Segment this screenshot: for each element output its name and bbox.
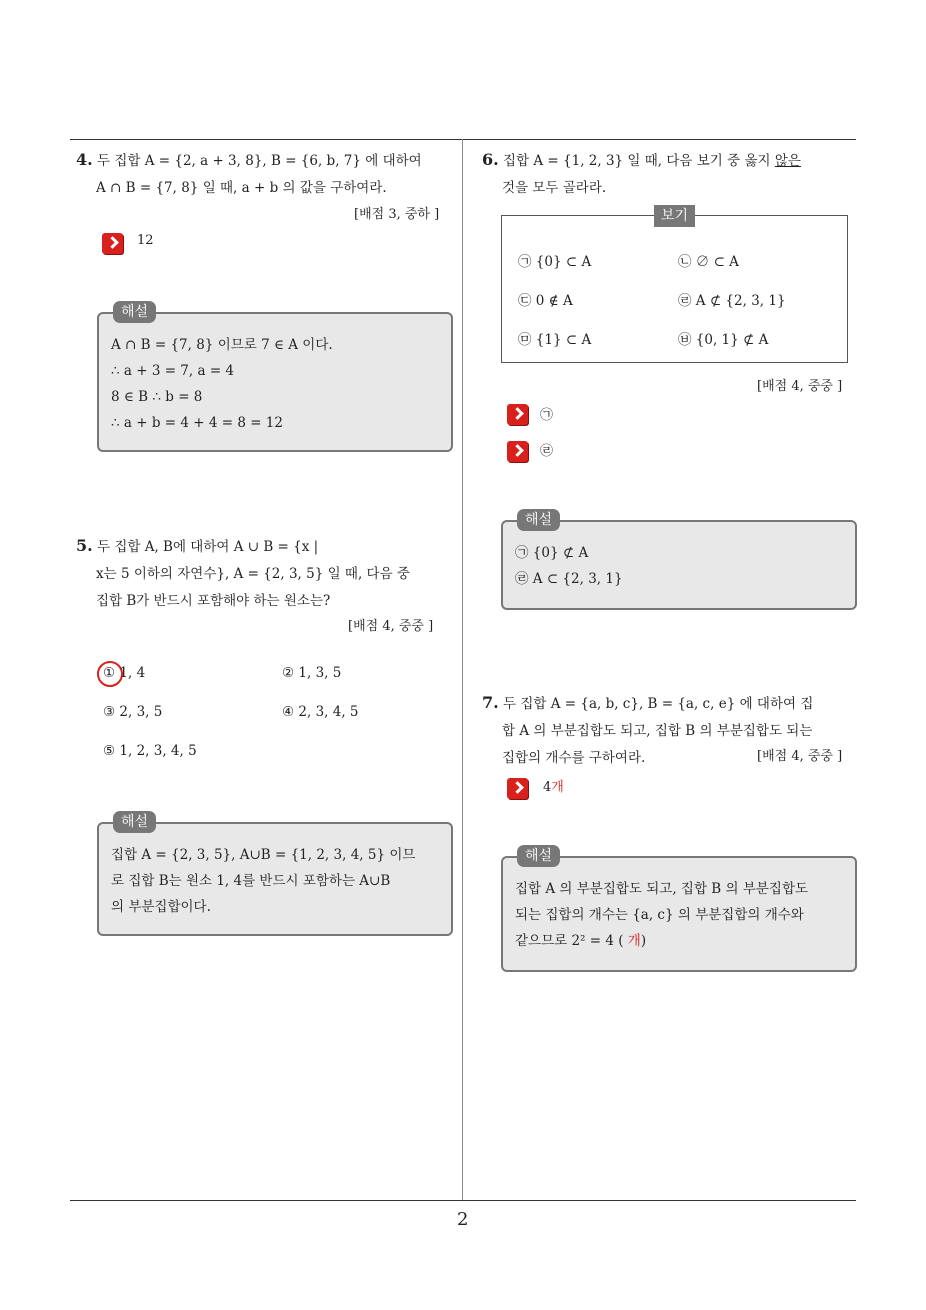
points-label: [배점 4, 중중 ] [757, 379, 843, 394]
bogi-item: ㉡ ∅ ⊂ A [678, 254, 739, 270]
explanation-line: 되는 집합의 개수는 {a, c} 의 부분집합의 개수와 [515, 907, 804, 923]
explanation-box [501, 848, 857, 972]
explanation-line: ∴ a + 3 = 7, a = 4 [111, 363, 235, 379]
answer-arrow-icon [507, 441, 528, 462]
explanation-line: ㉣ A ⊂ {2, 3, 1} [515, 571, 623, 587]
answer-arrow-icon [507, 404, 528, 425]
choice-5[interactable]: ⑤ 1, 2, 3, 4, 5 [103, 743, 197, 759]
bogi-item: ㉣ A ⊄ {2, 3, 1} [678, 293, 786, 309]
question-text-line2: A ∩ B = {7, 8} 일 때, a + b 의 값을 구하여라. [96, 180, 387, 196]
question-5 [76, 532, 458, 615]
choice-4[interactable]: ④ 2, 3, 4, 5 [282, 704, 359, 720]
bottom-rule [70, 1200, 856, 1201]
choice-2[interactable]: ② 1, 3, 5 [282, 665, 342, 681]
explanation-tag: 해설 [113, 811, 156, 833]
question-text-line1: 두 집합 A, B에 대하여 A ∪ B = {x | [97, 539, 319, 555]
question-number: 5. [76, 536, 93, 555]
explanation-line: 집합 A 의 부분집합도 되고, 집합 B 의 부분집합도 [515, 881, 809, 897]
question-number: 6. [482, 150, 499, 169]
bogi-tag: 보기 [654, 205, 695, 227]
column-divider [462, 139, 463, 1201]
explanation-line: ∴ a + b = 4 + 4 = 8 = 12 [111, 415, 283, 431]
explanation-box [97, 814, 453, 936]
points-label: [배점 4, 중중 ] [348, 619, 434, 634]
explanation-line: A ∩ B = {7, 8} 이므로 7 ∈ A 이다. [111, 337, 333, 353]
bogi-item: ㉠ {0} ⊂ A [518, 254, 592, 270]
points-label: [배점 3, 중하 ] [354, 207, 440, 222]
bogi-item: ㉥ {0, 1} ⊄ A [678, 332, 769, 348]
page-number: 2 [457, 1209, 469, 1230]
points-label: [배점 4, 중중 ] [757, 749, 843, 764]
explanation-line: 집합 A = {2, 3, 5}, A∪B = {1, 2, 3, 4, 5} 이므 [111, 847, 416, 863]
explanation-line: ㉠ {0} ⊄ A [515, 545, 589, 561]
answer-value: ㉠ [540, 408, 554, 423]
choice-3[interactable]: ③ 2, 3, 5 [103, 704, 163, 720]
explanation-line [515, 928, 841, 954]
choice-1[interactable]: ① 1, 4 [103, 665, 146, 681]
bogi-item: ㉤ {1} ⊂ A [518, 332, 592, 348]
answer-arrow-icon [102, 233, 123, 254]
question-text-line1: 집합 A = {1, 2, 3} 일 때, 다음 보기 중 옳지 [503, 153, 775, 169]
explanation-text: 같으므로 2² = 4 ( [515, 933, 628, 949]
emphasis-underline: 않은 [774, 153, 801, 169]
bogi-box [501, 208, 848, 363]
question-4 [76, 146, 456, 202]
explanation-tag: 해설 [113, 301, 156, 323]
explanation-box [501, 512, 857, 610]
explanation-unit: 개 [627, 933, 641, 949]
explanation-box [97, 304, 453, 452]
question-text-line2: x는 5 이하의 자연수}, A = {2, 3, 5} 일 때, 다음 중 [96, 566, 410, 582]
question-text-line2: 합 A 의 부분집합도 되고, 집합 B 의 부분집합도 되는 [502, 723, 813, 739]
question-text-line2: 것을 모두 골라라. [502, 180, 607, 196]
answer-value: ㉣ [540, 444, 554, 459]
answer-value [543, 776, 564, 795]
explanation-tag: 해설 [517, 509, 560, 531]
question-text-line1: 두 집합 A = {2, a + 3, 8}, B = {6, b, 7} 에 대하여 [97, 153, 422, 169]
top-rule [70, 139, 856, 140]
answer-number: 4 [543, 780, 552, 795]
question-text-line3: 집합 B가 반드시 포함해야 하는 원소는? [96, 593, 331, 609]
explanation-line: 로 집합 B는 원소 1, 4를 반드시 포함하는 A∪B [111, 873, 391, 889]
question-number: 7. [482, 693, 499, 712]
question-number: 4. [76, 150, 93, 169]
explanation-tag: 해설 [517, 845, 560, 867]
explanation-text: ) [640, 933, 647, 949]
explanation-line: 의 부분집합이다. [111, 899, 211, 915]
question-6 [482, 146, 862, 202]
question-text-line1: 두 집합 A = {a, b, c}, B = {a, c, e} 에 대하여 집 [503, 696, 814, 712]
explanation-line: 8 ∈ B ∴ b = 8 [111, 389, 203, 405]
answer-value: 12 [137, 233, 154, 248]
question-text-line3: 집합의 개수를 구하여라. [502, 750, 646, 766]
answer-unit: 개 [551, 780, 564, 795]
bogi-item: ㉢ 0 ∉ A [518, 293, 573, 309]
answer-arrow-icon [507, 778, 528, 799]
